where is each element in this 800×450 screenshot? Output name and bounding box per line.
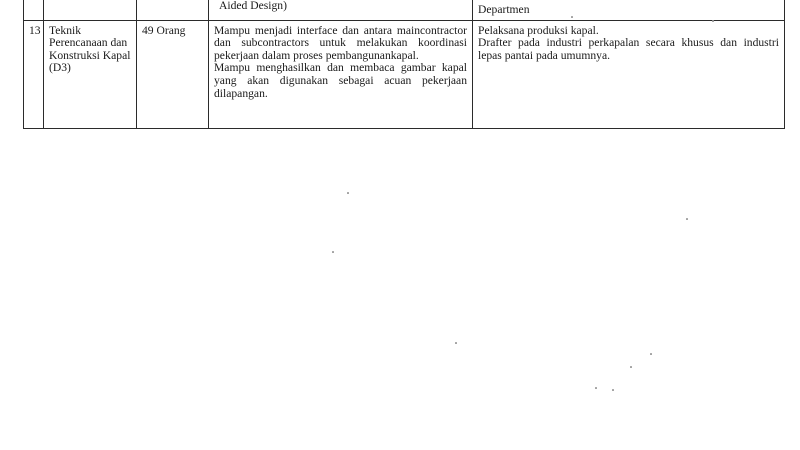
scan-speck (612, 389, 614, 391)
cell-jobs (473, 20, 785, 128)
job-text-prev: Departmen (478, 3, 530, 16)
scan-speck (347, 192, 349, 194)
cell-program-prev (44, 0, 137, 20)
cell-number-prev (24, 0, 44, 20)
table-row-previous (24, 0, 785, 20)
cell-graduates: 49 Orang (137, 20, 209, 128)
cell-number: 13 (24, 20, 44, 128)
cell-competencies (209, 20, 473, 128)
scan-speck (630, 366, 632, 368)
cell-graduates-prev (137, 0, 209, 20)
scan-speck (650, 353, 652, 355)
cell-job-prev (473, 0, 785, 20)
scan-speck (686, 218, 688, 220)
scan-speck (712, 20, 714, 22)
scan-speck (455, 342, 457, 344)
competency-text-prev: Aided Design) (219, 0, 287, 12)
competency-item: Mampu menghasilkan dan membaca gambar kapal yang akan digunakan sebagai acuan pekerjaan dilapangan. (214, 61, 467, 100)
scan-speck (595, 387, 597, 389)
job-item: Drafter pada industri perkapalan secara khusus dan industri lepas pantai pada umumnya. (478, 36, 779, 62)
table-row (24, 20, 785, 128)
cell-program: Teknik Perencanaan dan Konstruksi Kapal (D3) (44, 20, 137, 128)
cell-competency-prev (209, 0, 473, 20)
job-item: Pelaksana produksi kapal. (478, 23, 599, 37)
scan-speck (571, 16, 573, 18)
scan-speck (332, 251, 334, 253)
graduate-competency-table (23, 0, 785, 129)
competency-item: Mampu menjadi interface dan antara maincontractor dan subcontractors untuk melakukan koordinasi pekerjaan dalam proses pembangunankapal. (214, 23, 467, 62)
